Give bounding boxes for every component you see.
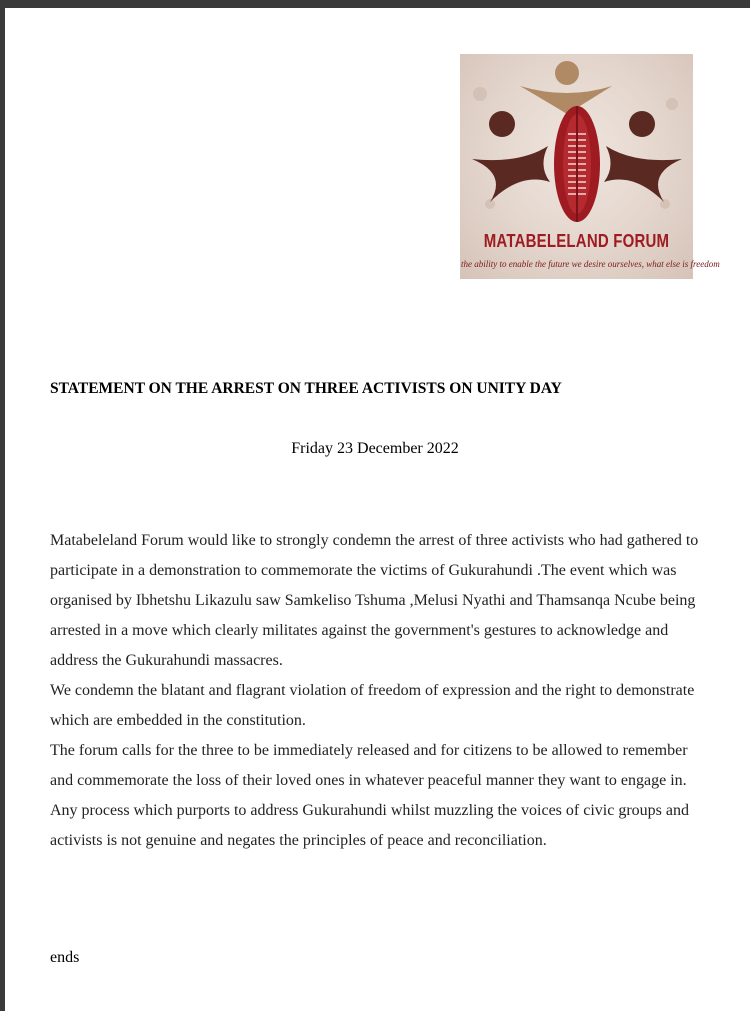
closing-ends: ends bbox=[50, 949, 80, 966]
paragraph-freedom-expression: We condemn the blatant and flagrant violation of freedom of expression and the right to demonstrate which are embedded in the constitution. bbox=[50, 682, 695, 729]
paragraph-condemn-arrest: Matabeleland Forum would like to strongly condemn the arrest of three activists who had gathered to participate in a demonstration to commemorate the victims of Gukurahundi .The event which was organised by Ibhetshu Likazulu saw Samkeliso Tshuma ,Melusi Nyathi and Thamsanqa Ncube being arrested in a move which clearly militates against the government's gestures to acknowledge and address the Gukurahundi massacres. bbox=[50, 532, 699, 669]
statement-body bbox=[50, 526, 710, 856]
logo-tagline: the ability to enable the future we desire ourselves, what else is freedom bbox=[461, 259, 720, 269]
statement-heading: STATEMENT ON THE ARREST ON THREE ACTIVISTS ON UNITY DAY bbox=[50, 380, 562, 397]
logo-title: MATABELELAND FORUM bbox=[483, 230, 670, 253]
matabeleland-forum-logo bbox=[460, 54, 720, 279]
paragraph-release-call: The forum calls for the three to be immediately released and for citizens to be allowed to remember and commemorate the loss of their loved ones in whatever peaceful manner they want to engage in. bbox=[50, 742, 688, 789]
paragraph-process-genuine: Any process which purports to address Gukurahundi whilst muzzling the voices of civic groups and activists is not genuine and negates the principles of peace and reconciliation. bbox=[50, 802, 689, 849]
statement-date: Friday 23 December 2022 bbox=[291, 440, 459, 457]
document-page bbox=[5, 8, 750, 1011]
